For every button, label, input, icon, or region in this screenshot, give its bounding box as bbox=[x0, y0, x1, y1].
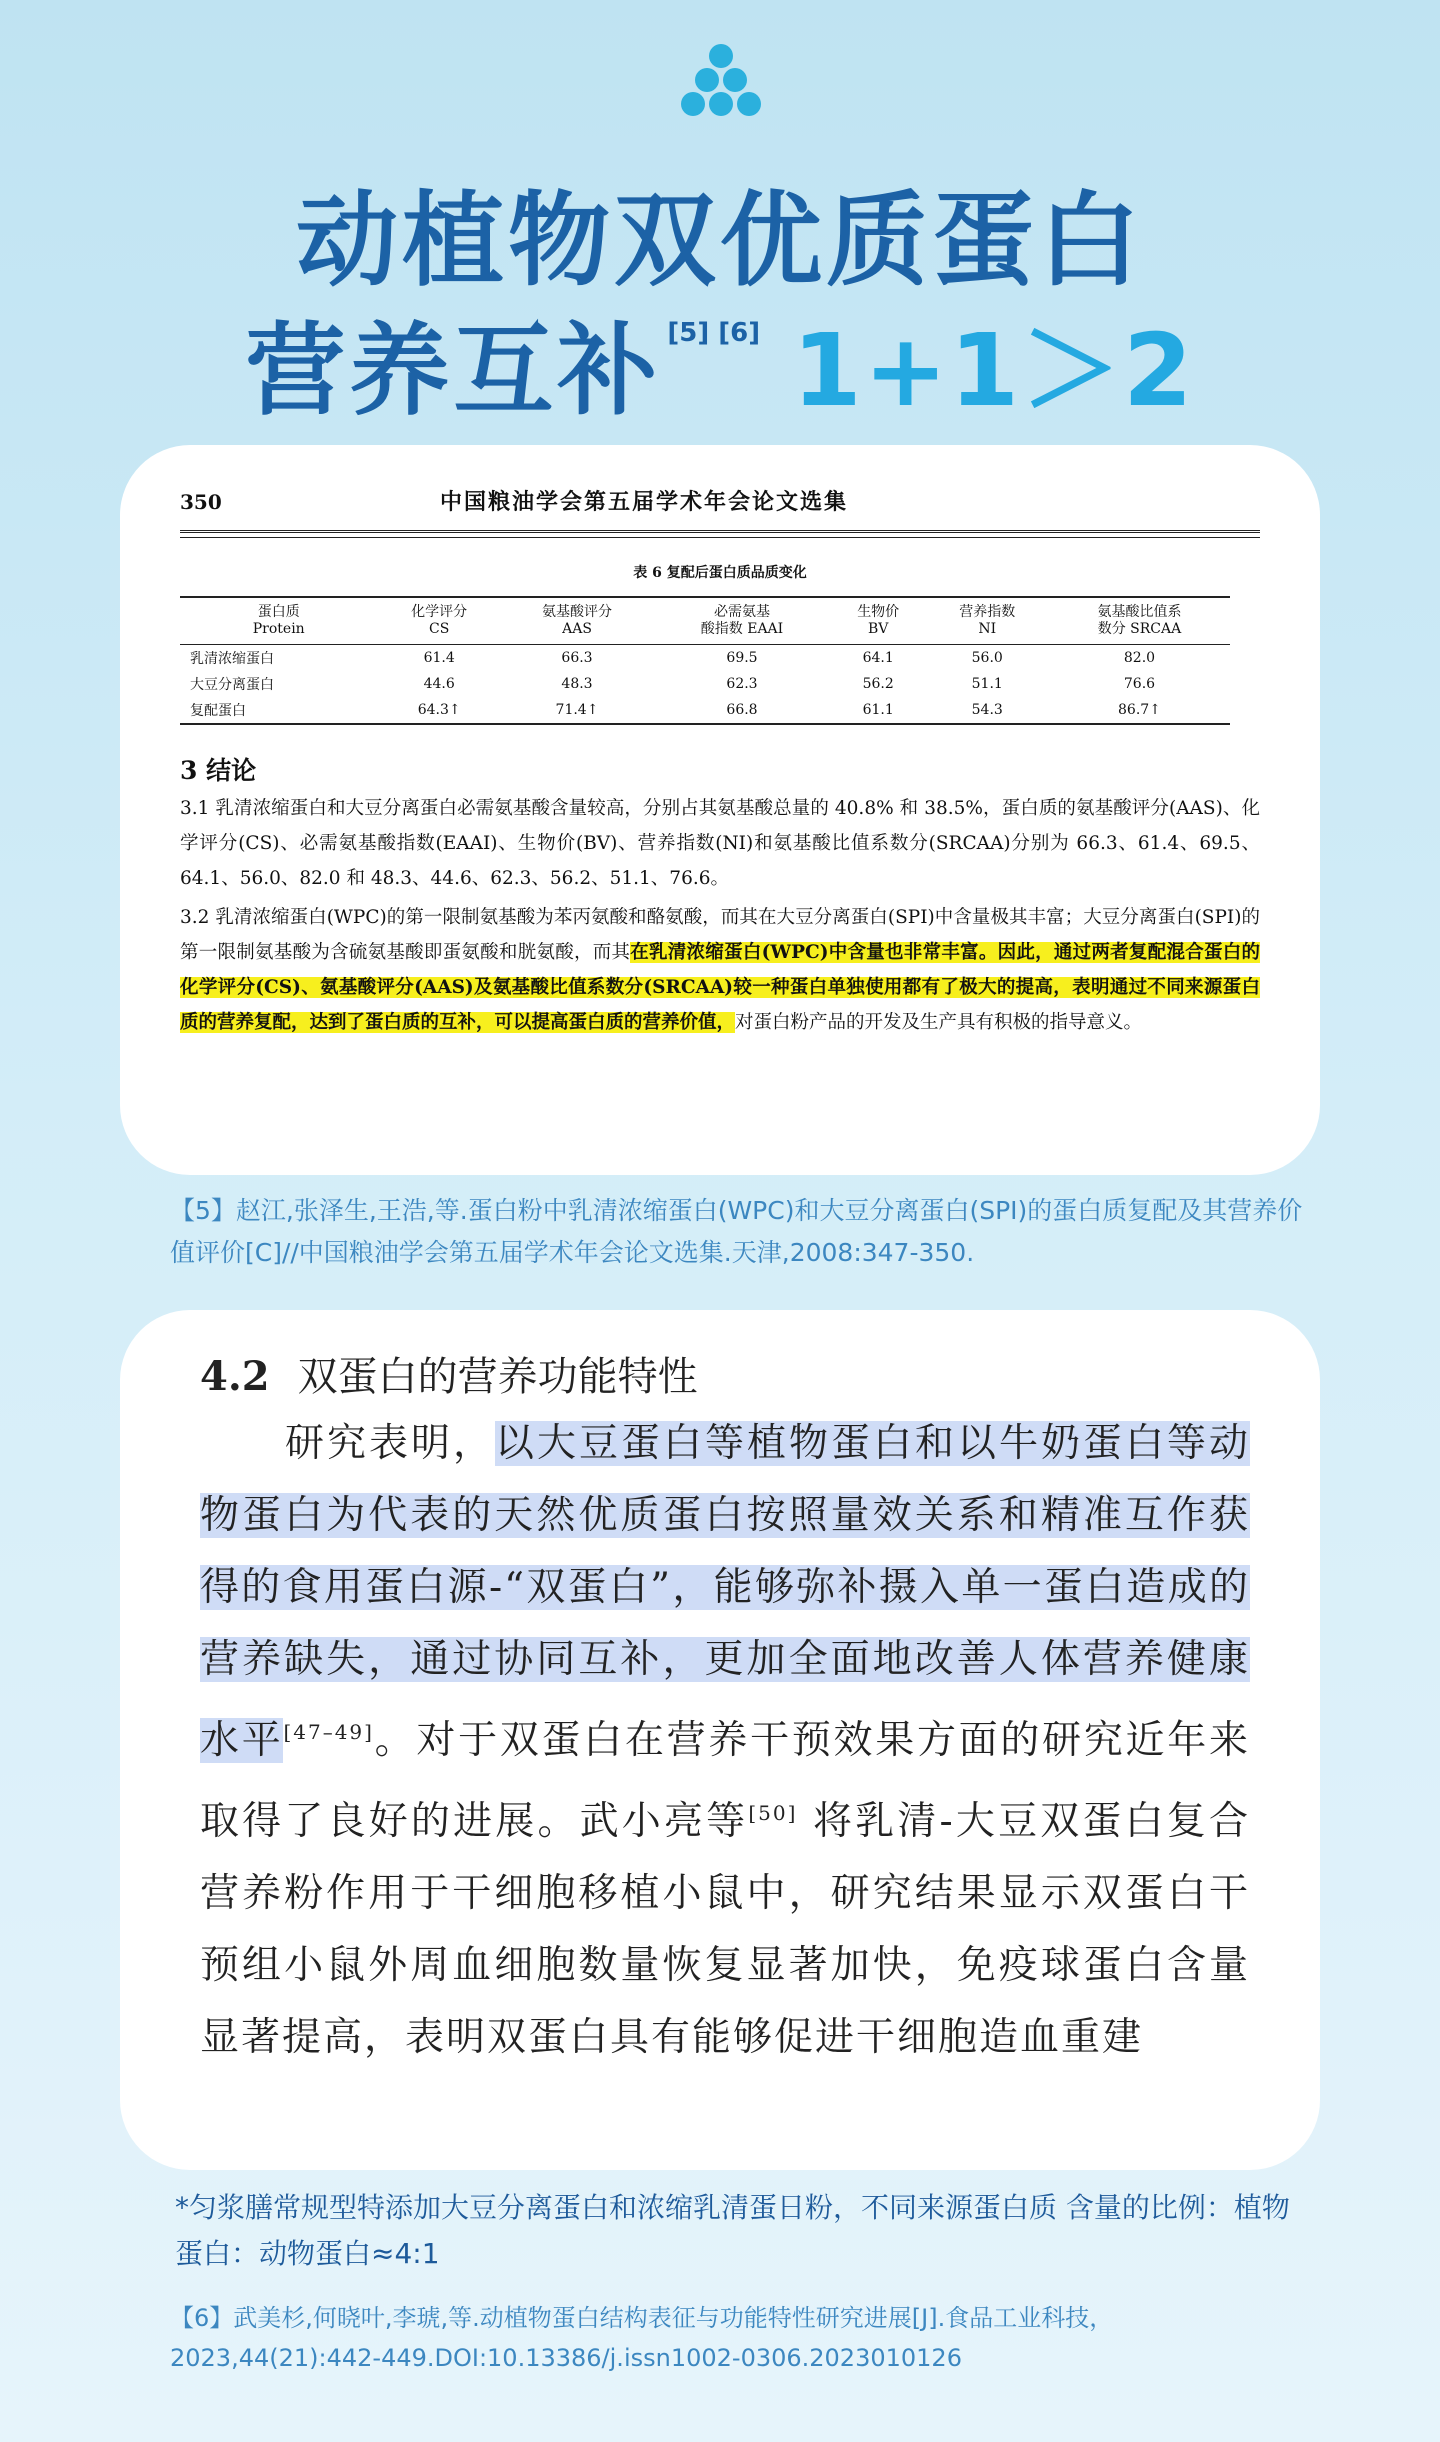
header-rule bbox=[180, 530, 1260, 538]
reference-5: 【5】赵江,张泽生,王浩,等.蛋白粉中乳清浓缩蛋白(WPC)和大豆分离蛋白(SPI)的蛋白质复配及其营养价值评价[C]//中国粮油学会第五届学术年会论文选集.天津,2008:347-350. bbox=[170, 1196, 1303, 1267]
col-header: 营养指数 NI bbox=[926, 597, 1049, 645]
section-heading: 3 结论 bbox=[180, 756, 257, 785]
body-paragraph: 研究表明，以大豆蛋白等植物蛋白和以牛奶蛋白等动物蛋白为代表的天然优质蛋白按照量效关系和精准互作获得的食用蛋白源-“双蛋白”，能够弥补摄入单一蛋白造成的营养缺失，通过协同互补，更加全面地改善人体营养健康水平[47–49]。对于双蛋白在营养干预效果方面的研究近年来取得了良好的进展。武小亮等[50] 将乳清-大豆双蛋白复合营养粉作用于干细胞移植小鼠中，研究结果显示双蛋白干预组小鼠外周血细胞数量恢复显著加快，免疫球蛋白含量显著提高，表明双蛋白具有能够促进干细胞造血重建 bbox=[200, 1421, 1250, 2060]
citation: [50] bbox=[748, 1801, 798, 1825]
title-citation: [5] [6] bbox=[667, 317, 761, 348]
reference-6: 【6】武美杉,何晓叶,李琥,等.动植物蛋白结构表征与功能特性研究进展[J].食品工业科技，2023,44(21):442-449.DOI:10.13386/j.issn1002-0306.2023010126 bbox=[170, 2304, 1114, 2372]
document-excerpt-card-2 bbox=[120, 1310, 1320, 2170]
page-number: 350 bbox=[180, 490, 222, 514]
doc-header bbox=[180, 485, 1260, 516]
title-accent: 1+1＞2 bbox=[792, 312, 1195, 429]
col-header: 必需氨基 酸指数 EAAI bbox=[653, 597, 831, 645]
paragraph-3-2: 3.2 乳清浓缩蛋白(WPC)的第一限制氨基酸为苯丙氨酸和酪氨酸，而其在大豆分离蛋白(SPI)中含量极其丰富；大豆分离蛋白(SPI)的第一限制氨基酸为含硫氨基酸即蛋氨酸和胱氨酸，而其在乳清浓缩蛋白(WPC)中含量也非常丰富。因此，通过两者复配混合蛋白的化学评分(CS)、氨基酸评分(AAS)及氨基酸比值系数分(SRCAA)较一种蛋白单独使用都有了极大的提高，表明通过不同来源蛋白质的营养复配，达到了蛋白质的互补，可以提高蛋白质的营养价值，对蛋白粉产品的开发及生产具有积极的指导意义。 bbox=[180, 907, 1260, 1033]
col-header: 蛋白质 Protein bbox=[180, 597, 377, 645]
highlighted-text: 以大豆蛋白等植物蛋白和以牛奶蛋白等动物蛋白为代表的天然优质蛋白按照量效关系和精准互作获得的食用蛋白源-“双蛋白”，能够弥补摄入单一蛋白造成的营养缺失，通过协同互补，更加全面地改善人体营养健康水平 bbox=[200, 1421, 1250, 1763]
page-title-line2 bbox=[0, 290, 1440, 434]
table-caption: 表 6 复配后蛋白质品质变化 bbox=[633, 565, 807, 581]
protein-quality-table bbox=[180, 596, 1230, 725]
highlighted-text: 在乳清浓缩蛋白(WPC)中含量也非常丰富。因此，通过两者复配混合蛋白的化学评分(CS)、氨基酸评分(AAS)及氨基酸比值系数分(SRCAA)较一种蛋白单独使用都有了极大的提高，表明通过不同来源蛋白质的营养复配，达到了蛋白质的互补，可以提高蛋白质的营养价值， bbox=[180, 942, 1260, 1033]
heading-number: 4.2 bbox=[200, 1353, 270, 1400]
col-header: 生物价 BV bbox=[831, 597, 926, 645]
heading-text: 双蛋白的营养功能特性 bbox=[297, 1354, 698, 1400]
document-excerpt-card-1 bbox=[120, 445, 1320, 1175]
col-header: 氨基酸比值系 数分 SRCAA bbox=[1049, 597, 1230, 645]
logo-icon bbox=[676, 40, 766, 122]
table-row: 大豆分离蛋白 44.6 48.3 62.3 56.2 51.1 76.6 bbox=[190, 676, 1156, 693]
citation: [47–49] bbox=[283, 1720, 374, 1744]
table-row: 乳清浓缩蛋白 61.4 66.3 69.5 64.1 56.0 82.0 bbox=[190, 650, 1156, 667]
journal-title: 中国粮油学会第五届学术年会论文选集 bbox=[440, 489, 849, 515]
table-header-row bbox=[180, 597, 1230, 645]
col-header: 氨基酸评分 AAS bbox=[501, 597, 653, 645]
col-header: 化学评分 CS bbox=[377, 597, 500, 645]
product-note: *匀浆膳常规型特添加大豆分离蛋白和浓缩乳清蛋日粉，不同来源蛋白质 含量的比例：植物蛋白：动物蛋白≈4:1 bbox=[175, 2191, 1290, 2270]
paragraph-3-1: 3.1 乳清浓缩蛋白和大豆分离蛋白必需氨基酸含量较高，分别占其氨基酸总量的 40.8% 和 38.5%，蛋白质的氨基酸评分(AAS)、化学评分(CS)、必需氨基酸指数(EAAI)、生物价(BV)、营养指数(NI)和氨基酸比值系数分(SRCAA)分别为 66.3、61.4、69.5、64.1、56.0、82.0 和 48.3、44.6、62.3、56.2、51.1、76.6。 bbox=[180, 798, 1260, 889]
table-row: 复配蛋白 64.3↑ 71.4↑ 66.8 61.1 54.3 86.7↑ bbox=[180, 697, 1230, 724]
title-text: 营养互补 bbox=[245, 312, 662, 429]
section-heading bbox=[200, 1345, 1250, 1402]
page-title-line1: 动植物双优质蛋白 bbox=[296, 182, 1144, 301]
